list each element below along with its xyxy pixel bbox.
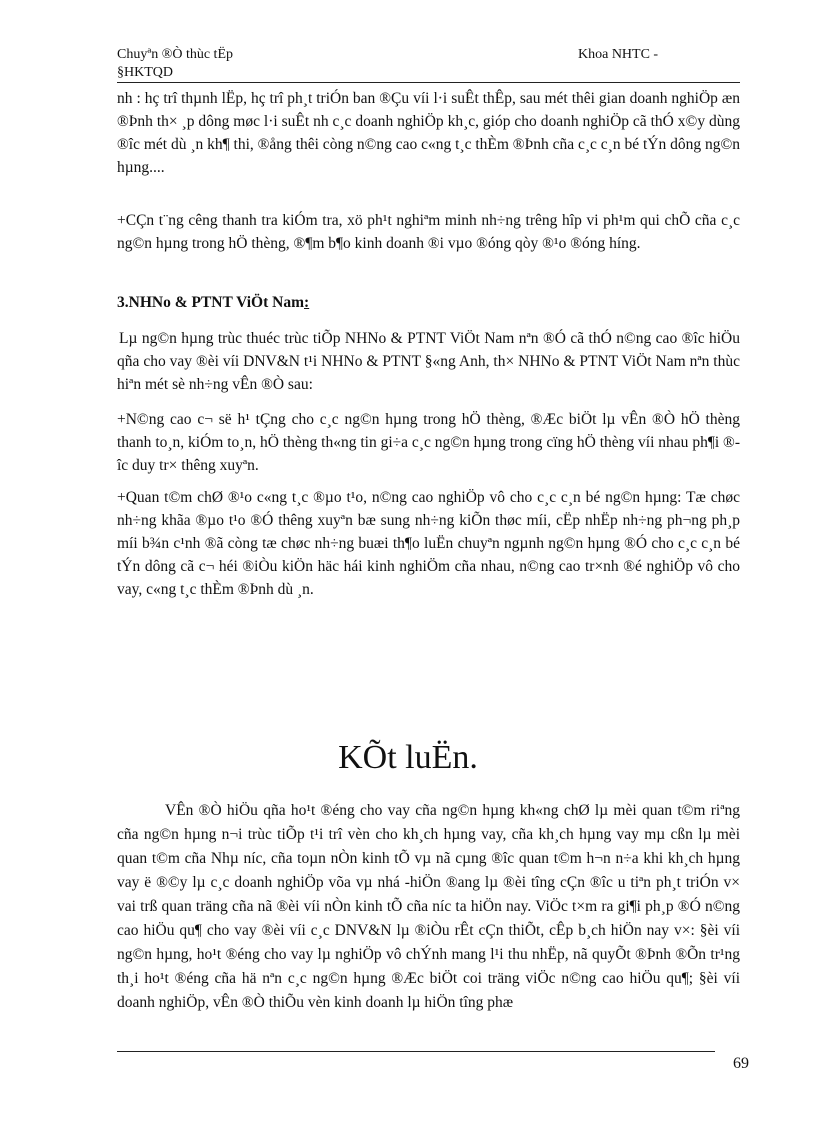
section-heading-colon: : [304,294,310,311]
section-heading-nhno [117,294,309,312]
paragraph-infrastructure: +N©ng cao c¬ së h¹ tÇng cho c¸c ng©n hµng trong hÖ thèng, ®Æc biÖt lµ vÊn ®Ò hÖ thèng thanh to¸n, kiÓm to¸n, hÖ thèng th«ng tin gi÷a c¸c ng©n hµng trong cïng hÖ thèng víi nhau ph¶i ®îc duy tr× thêng xuyªn. [117,411,740,474]
paragraph-inspection: +CÇn t¨ng cêng thanh tra kiÓm tra, xö ph¹t nghiªm minh nh÷ng trêng hîp vi ph¹m qui chÕ cña c¸c ng©n hµng trong hÖ thèng, ®¶m b¶o kinh doanh ®i vµo ®óng qòy ®¹o ®óng híng. [117,212,740,252]
conclusion-title: KÕt luËn. [338,739,478,776]
paragraph-nhno-intro: Lµ ng©n hµng trùc thuéc trùc tiÕp NHNo & PTNT ViÖt Nam nªn ®Ó cã thÓ n©ng cao ®îc hiÖu qña cho vay ®èi víi DNV&N t¹i NHNo & PTNT §«ng Anh, th× NHNo & PTNT ViÖt Nam nªn thùc hiªn mét sè nh÷ng vÊn ®Ò sau: [117,330,740,393]
running-header-left: Chuyªn ®Ò thùc tËp §HKTQD [117,47,233,80]
paragraph-support-policy: nh : hç trî thµnh lËp, hç trî ph¸t triÓn ban ®Çu víi l·i suÊt thÊp, sau mét thêi gian doanh nghiÖp æn ®Þnh th× ¸p dông møc l·i suÊt nh c¸c doanh nghiÖp kh¸c, gióp cho doanh nghiÖp cã thÓ x©y dùng ®îc mét dù ¸n kh¶ thi, ®ång thêi còng n©ng cao c«ng t¸c thÈm ®Þnh cña c¸c c¸n bé tÝn dông ng©n hµng.... [117,90,740,176]
footer-rule [117,1051,715,1052]
page-number: 69 [733,1055,749,1072]
paragraph-training: +Quan t©m chØ ®¹o c«ng t¸c ®µo t¹o, n©ng cao nghiÖp vô cho c¸c c¸n bé ng©n hµng: Tæ chøc nh÷ng khãa ®µo t¹o ®Ó thêng xuyªn bæ sung nh÷ng kiÕn thøc míi, cËp nhËp nh÷ng ph¬ng ph¸p míi b¾n c¹nh ®ã còng tæ chøc nh÷ng buæi th¶o luËn chuyªn ngµnh ng©n hµng ®Ó cho c¸c c¸n bé tÝn dông cã c¬ héi ®iÒu kiÖn häc hái kinh nghiÖm cña nhau, n©ng cao tr×nh ®é nghiÖp vô cho vay, c«ng t¸c thÈm ®Þnh dù ¸n. [117,489,740,598]
section-heading-text: 3.NHNo & PTNT ViÖt Nam [117,294,305,311]
running-header-right: Khoa NHTC - [578,47,659,62]
paragraph-conclusion: VÊn ®Ò hiÖu qña ho¹t ®éng cho vay cña ng©n hµng kh«ng chØ lµ mèi quan t©m riªng cña ng©n hµng n¬i trùc tiÕp t¹i trî vèn cho kh¸ch hµng vay, cña kh¸ch hµng vay mµ cßn lµ mèi quan t©m cña Nhµ níc, cña toµn nÒn kinh tÕ vµ nã cµng ®îc quan t©m h¬n n÷a khi kh¸ch hµng vay ë ®©y lµ c¸c doanh nghiÖp võa vµ nhá -hiÖn ®ang lµ ®èi tîng cÇn ®îc u tiªn ph¸t triÓn v× vai trß quan träng cña nã ®èi víi nÒn kinh tÕ cña níc ta hiÖn nay. ViÖc t×m ra gi¶i ph¸p ®Ó n©ng cao hiÖu qu¶ cho vay ®èi víi c¸c DNV&N lµ ®iÒu rÊt cÇn thiÕt, cÊp b¸ch hiÖn nay v×: §èi víi ng©n hµng, ho¹t ®éng cho vay lµ nghiÖp vô chÝnh mang l¹i thu nhËp, nã quyÕt ®Þnh ®Õn tr¹ng th¸i ho¹t ®éng cña hä nªn c¸c ng©n hµng ®Æc biÖt coi träng viÖc n©ng cao hiÖu qu¶; §èi víi doanh nghiÖp, vÊn ®Ò thiÕu vèn kinh doanh lµ hiÖn tîng phæ [117,802,740,1011]
header-rule [117,82,740,83]
